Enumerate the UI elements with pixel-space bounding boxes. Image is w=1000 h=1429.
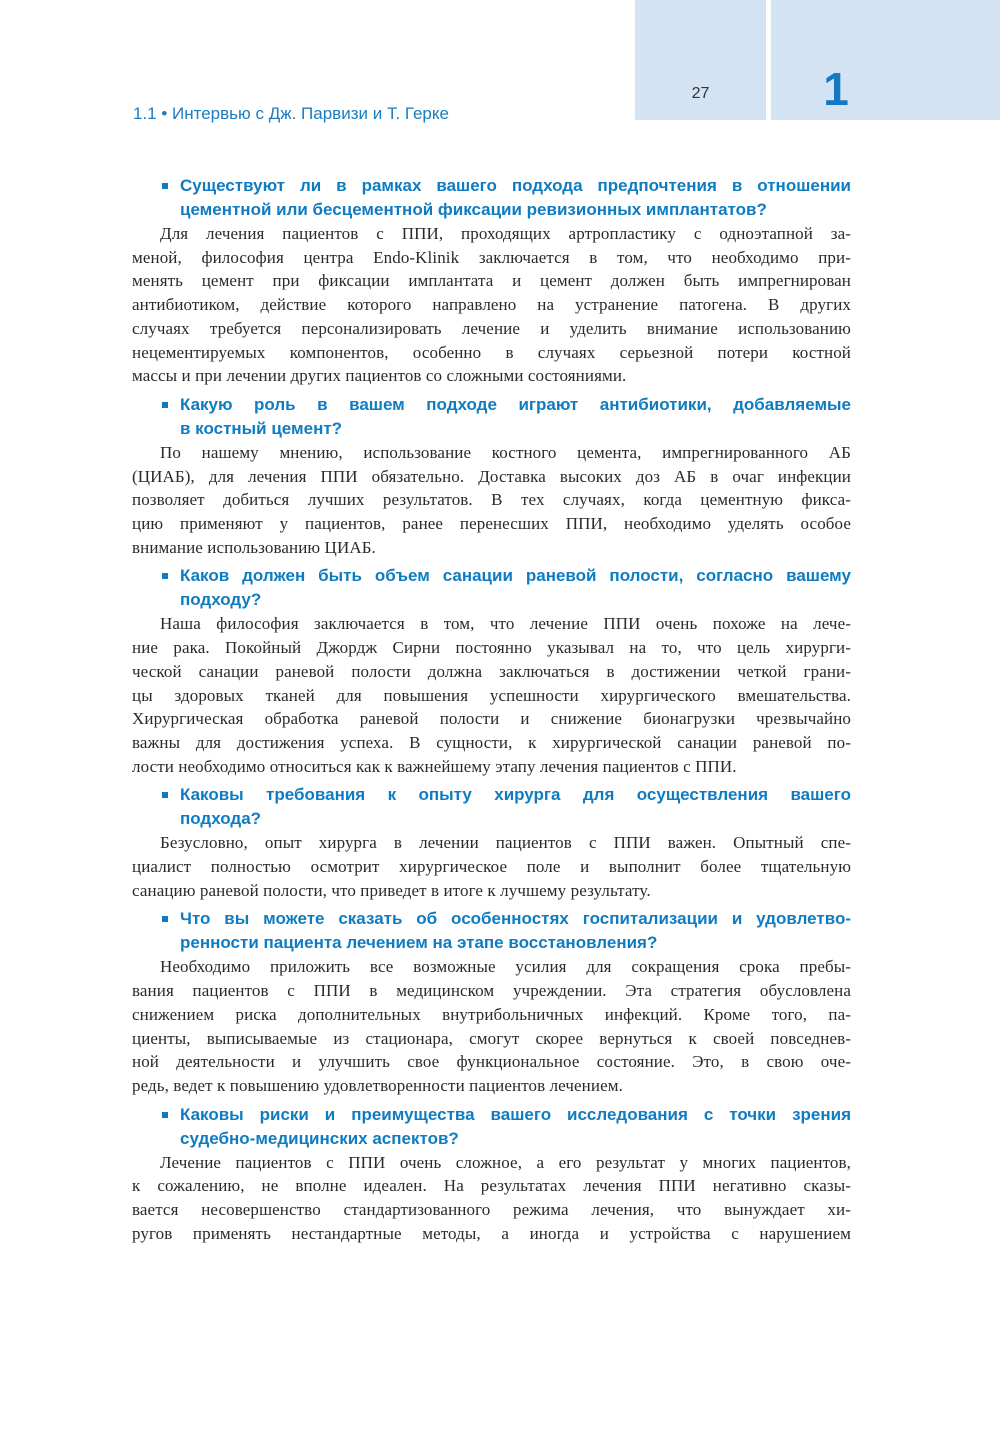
answer-line: циенты, выписываемые из стационара, смогут скорее вернуться к своей повседнев- bbox=[132, 1028, 851, 1048]
question-heading bbox=[132, 907, 851, 955]
question-line: судебно-медицинских аспектов? bbox=[180, 1128, 459, 1148]
square-bullet-icon bbox=[162, 916, 168, 922]
answer-line: ческой санации раневой полости должна заключаться в достижении четкой грани- bbox=[132, 661, 851, 681]
question-line: Существуют ли в рамках вашего подхода предпочтения в отношении bbox=[180, 176, 851, 195]
answer-paragraph bbox=[132, 831, 851, 902]
answer-line: массы и при лечении других пациентов со сложными состояниями. bbox=[132, 366, 627, 386]
answer-line: вания пациентов с ППИ в медицинском учреждении. Эта стратегия обусловлена bbox=[132, 981, 851, 1001]
answer-line: редь, ведет к повышению удовлетворенности пациентов лечением. bbox=[132, 1075, 623, 1095]
question-line: Каковы требования к опыту хирурга для осуществления вашего bbox=[180, 785, 851, 805]
answer-line: позволяет добиться лучших результатов. В тех случаях, когда цементную фикса- bbox=[132, 490, 851, 510]
answer-line: Необходимо приложить все возможные усилия для сокращения срока пребы- bbox=[160, 957, 851, 977]
square-bullet-icon bbox=[162, 1112, 168, 1118]
answer-line: ругов применять нестандартные методы, а иногда и устройства с нарушением bbox=[132, 1223, 851, 1243]
page-number-tab bbox=[635, 0, 766, 120]
answer-line: По нашему мнению, использование костного цемента, импрегнированного АБ bbox=[160, 442, 851, 462]
answer-paragraph bbox=[132, 222, 851, 388]
chapter-tab bbox=[771, 0, 1000, 120]
answer-line: менять цемент при фиксации имплантата и цемент должен быть импрегнирован bbox=[132, 271, 851, 291]
answer-line: цию применяют у пациентов, ранее перенесших ППИ, необходимо уделять особое bbox=[132, 514, 851, 534]
question-heading bbox=[132, 783, 851, 831]
running-title: 1.1 • Интервью с Дж. Парвизи и Т. Герке bbox=[133, 104, 449, 123]
answer-line: внимание использованию ЦИАБ. bbox=[132, 537, 376, 557]
question-heading bbox=[132, 1103, 851, 1151]
question-line: в костный цемент? bbox=[180, 418, 343, 438]
answer-line: ной деятельности и улучшить свое функциональное состояние. Это, в свою оче- bbox=[132, 1052, 851, 1072]
answer-line: антибиотиком, действие которого направлено на устранение патогена. В других bbox=[132, 295, 851, 315]
answer-line: меной, философия центра Endo-Klinik заключается в том, что необходимо при- bbox=[132, 247, 851, 267]
answer-line: (ЦИАБ), для лечения ППИ обязательно. Доставка высоких доз АБ в очаг инфекции bbox=[132, 466, 851, 486]
question-line: ренности пациента лечением на этапе восстановления? bbox=[180, 933, 658, 953]
answer-line: случаях требуется персонализировать лечение и уделить внимание использованию bbox=[132, 318, 851, 338]
question-line: цементной или бесцементной фиксации ревизионных имплантатов? bbox=[180, 200, 767, 219]
question-line: Какую роль в вашем подходе играют антибиотики, добавляемые bbox=[180, 394, 851, 414]
answer-line: вается несовершенство стандартизованного режима лечения, что вынуждает хи- bbox=[132, 1200, 851, 1220]
chapter-number: 1 bbox=[823, 63, 849, 115]
answer-line: снижением риска дополнительных внутрибольничных инфекций. Кроме того, па- bbox=[132, 1004, 851, 1024]
answer-line: Хирургическая обработка раневой полости и снижение бионагрузки чрезвычайно bbox=[132, 709, 851, 729]
question-heading bbox=[132, 564, 851, 612]
square-bullet-icon bbox=[162, 402, 168, 408]
answer-line: санацию раневой полости, что приведет в итоге к лучшему результату. bbox=[132, 880, 651, 900]
answer-line: к сожалению, не вполне идеален. На результатах лечения ППИ негативно сказы- bbox=[132, 1176, 851, 1196]
question-heading bbox=[132, 393, 851, 441]
answer-line: Наша философия заключается в том, что лечение ППИ очень похоже на лече- bbox=[160, 614, 851, 634]
square-bullet-icon bbox=[162, 183, 168, 189]
answer-line: лости необходимо относиться как к важнейшему этапу лечения пациентов с ППИ. bbox=[132, 756, 737, 776]
question-line: подходу? bbox=[180, 590, 262, 610]
square-bullet-icon bbox=[162, 573, 168, 579]
answer-paragraph bbox=[132, 955, 851, 1097]
question-heading bbox=[132, 174, 851, 222]
answer-line: циалист полностью осмотрит хирургическое поле и выполнит более тщательную bbox=[132, 857, 851, 877]
question-line: Каков должен быть объем санации раневой полости, согласно вашему bbox=[180, 566, 851, 586]
page-body bbox=[132, 174, 851, 1246]
question-line: подхода? bbox=[180, 809, 262, 829]
answer-paragraph bbox=[132, 612, 851, 778]
answer-line: важны для достижения успеха. В сущности, к хирургической санации раневой по- bbox=[132, 732, 851, 752]
answer-line: нецементируемых компонентов, особенно в случаях серьезной потери костной bbox=[132, 342, 851, 362]
answer-line: Для лечения пациентов с ППИ, проходящих артропластику с одноэтапной за- bbox=[160, 224, 851, 243]
answer-paragraph bbox=[132, 1151, 851, 1246]
page-number: 27 bbox=[691, 85, 710, 102]
question-line: Что вы можете сказать об особенностях госпитализации и удовлетво- bbox=[180, 909, 851, 929]
question-line: Каковы риски и преимущества вашего исследования с точки зрения bbox=[180, 1104, 851, 1124]
answer-line: Безусловно, опыт хирурга в лечении пациентов с ППИ важен. Опытный спе- bbox=[160, 833, 851, 853]
answer-paragraph bbox=[132, 441, 851, 560]
answer-line: Лечение пациентов с ППИ очень сложное, а его результат у многих пациентов, bbox=[160, 1152, 851, 1172]
square-bullet-icon bbox=[162, 792, 168, 798]
answer-line: ние рака. Покойный Джордж Сирни постоянно указывал на то, что цель хирурги- bbox=[132, 638, 851, 658]
answer-line: цы здоровых тканей для повышения успешности хирургического вмешательства. bbox=[132, 685, 851, 705]
